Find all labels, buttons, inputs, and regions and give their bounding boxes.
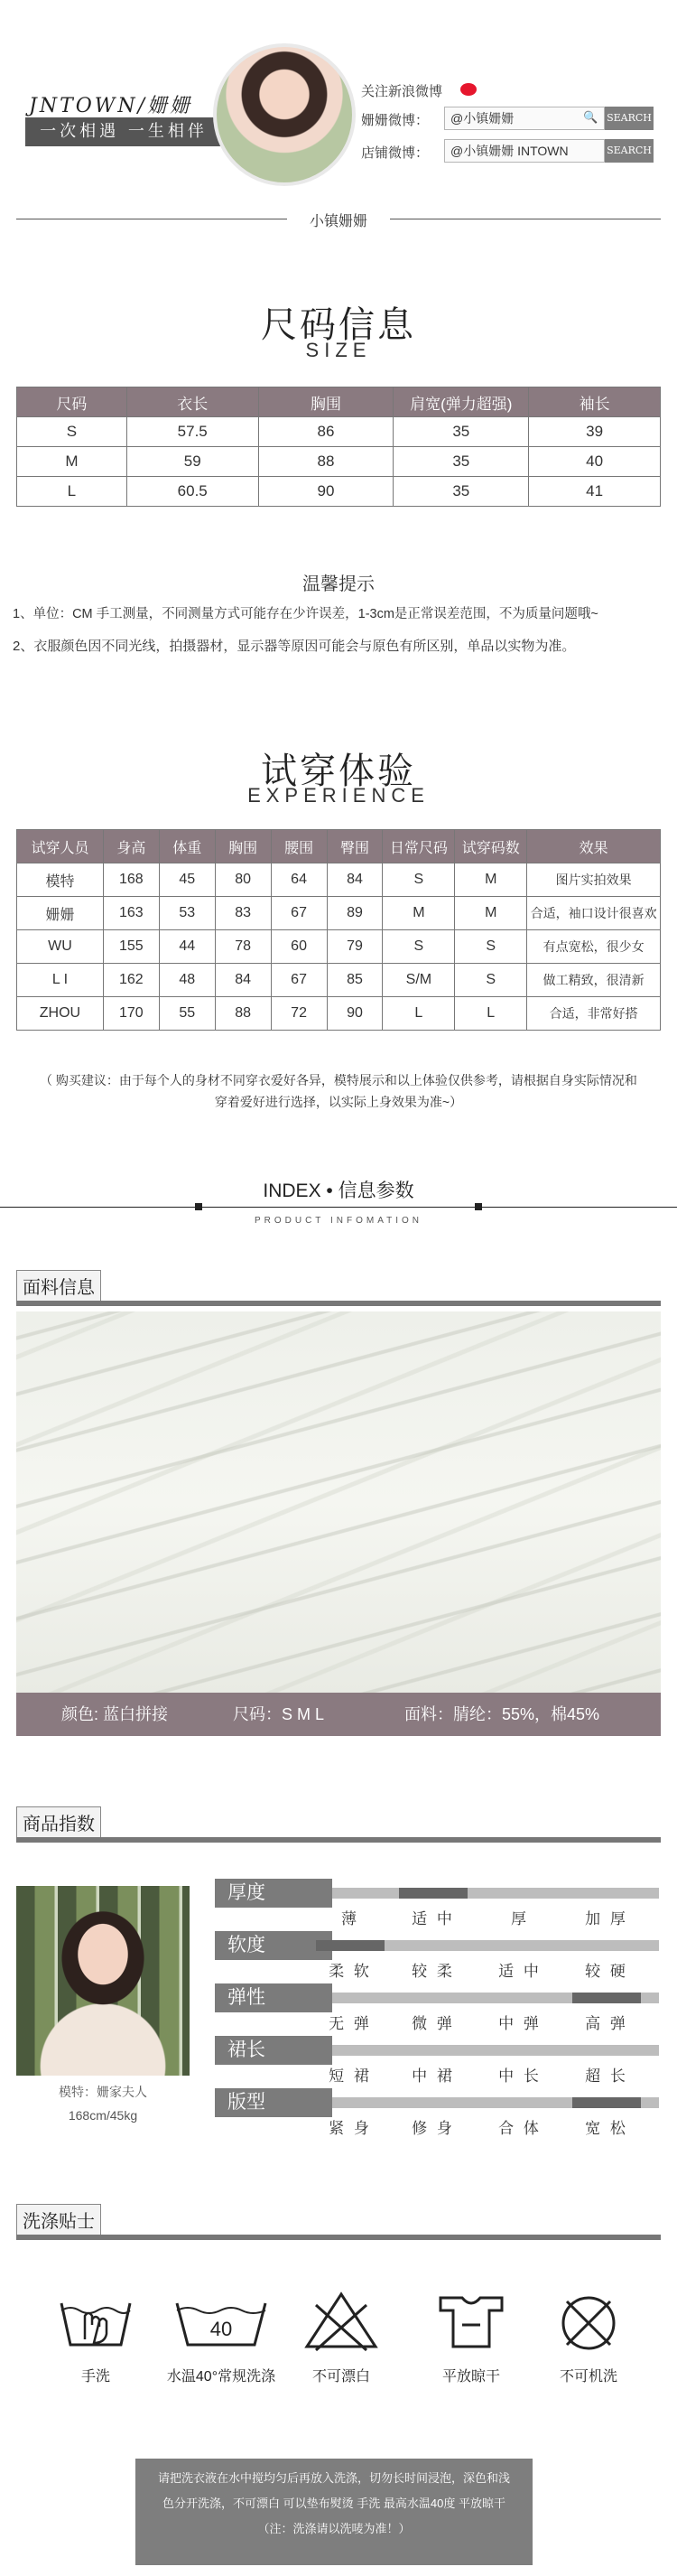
table-cell: 67 (271, 964, 327, 997)
table-cell: 163 (103, 897, 159, 930)
table-cell: 86 (258, 417, 394, 447)
exp-header-cell: 试穿人员 (17, 830, 104, 863)
experience-table (16, 829, 661, 1031)
table-cell: 39 (529, 417, 661, 447)
table-cell: 85 (327, 964, 383, 997)
attribute-option: 加 厚 (585, 1910, 628, 1927)
table-cell: 79 (327, 930, 383, 964)
table-cell: 35 (394, 477, 529, 507)
advice-line-1: （ 购买建议：由于每个人的身材不同穿衣爱好各异，模特展示和以上体验仅供参考，请根据自身实际情况和 (40, 1073, 637, 1087)
no-bleach-icon (303, 2289, 379, 2352)
table-cell: 60.5 (126, 477, 258, 507)
attribute-option: 高 弹 (585, 2015, 628, 2032)
table-cell: S (455, 964, 527, 997)
attribute-name: 裙长 (215, 2036, 332, 2065)
weibo-icon[interactable] (460, 83, 477, 96)
size-header-cell: 袖长 (529, 387, 661, 417)
care-item-no-bleach: 不可漂白 (311, 2369, 370, 2385)
exp-header-cell: 效果 (527, 830, 661, 863)
attribute-option: 修 身 (412, 2120, 455, 2137)
table-cell: 模特 (17, 863, 104, 897)
attribute-option: 薄 (341, 1910, 359, 1927)
size-header-cell: 肩宽(弹力超强) (394, 387, 529, 417)
table-cell: M (455, 863, 527, 897)
advice-line-2: 穿着爱好进行选择，以实际上身效果为准~） (214, 1095, 463, 1109)
shop-search-input[interactable]: @小镇姗姗 INTOWN (444, 139, 605, 163)
table-cell: 57.5 (126, 417, 258, 447)
care-item-dry-flat: 平放晾干 (441, 2369, 500, 2385)
index-subtitle: PRODUCT INFOMATION (254, 1216, 423, 1226)
dry-flat-icon (433, 2289, 509, 2352)
attribute-option: 微 弹 (412, 2015, 455, 2032)
attribute-selected-marker (572, 1993, 641, 2003)
table-cell: 55 (159, 997, 215, 1031)
table-cell: 88 (258, 447, 394, 477)
fabric-color: 颜色: 蓝白拼接 (61, 1705, 169, 1723)
table-row (17, 964, 661, 997)
attribute-option: 紧 身 (329, 2120, 372, 2137)
experience-table-header (17, 830, 661, 863)
table-cell: WU (17, 930, 104, 964)
table-cell: 做工精致，很清新 (527, 964, 661, 997)
exp-header-cell: 体重 (159, 830, 215, 863)
exp-header-cell: 身高 (103, 830, 159, 863)
no-machine-wash-icon (551, 2289, 626, 2352)
table-cell: 45 (159, 863, 215, 897)
attribute-name: 弹性 (215, 1983, 332, 2012)
size-header-cell: 衣长 (126, 387, 258, 417)
attribute-track (332, 2045, 659, 2056)
attribute-selected-marker (399, 1888, 468, 1899)
table-cell: L (383, 997, 455, 1031)
table-cell: M (17, 447, 127, 477)
product-index-label: 商品指数 (16, 1806, 101, 1838)
table-cell: 48 (159, 964, 215, 997)
fabric-material: 面料：腈纶：55%，棉45% (404, 1705, 600, 1723)
table-cell: 64 (271, 863, 327, 897)
table-cell: 80 (215, 863, 271, 897)
attribute-option: 较 硬 (585, 1963, 628, 1980)
table-cell: L (455, 997, 527, 1031)
table-cell: 合适，非常好搭 (527, 997, 661, 1031)
attribute-name: 厚度 (215, 1879, 332, 1908)
table-cell: 59 (126, 447, 258, 477)
avatar (213, 43, 356, 186)
divider-title: 小镇姗姗 (309, 214, 367, 229)
brand-slogan: 一次相遇 一生相伴 (25, 117, 222, 146)
product-index-rule (16, 1837, 661, 1843)
care-section-rule (16, 2235, 661, 2240)
table-cell: 78 (215, 930, 271, 964)
size-header-cell: 胸围 (258, 387, 394, 417)
table-cell: 姗姗 (17, 897, 104, 930)
search-icon: 🔍 (583, 110, 598, 124)
exp-header-cell: 腰围 (271, 830, 327, 863)
shop-search-button[interactable]: SEARCH (605, 139, 654, 163)
table-cell: 53 (159, 897, 215, 930)
weibo-search-button[interactable]: SEARCH (605, 107, 654, 130)
tips-title: 温馨提示 (302, 574, 375, 594)
size-header-cell: 尺码 (17, 387, 127, 417)
size-table-header (17, 387, 661, 417)
table-cell: 90 (327, 997, 383, 1031)
attribute-option: 适 中 (498, 1963, 542, 1980)
shop-weibo-label: 店铺微博： (361, 145, 430, 161)
attribute-option: 中 弹 (498, 2015, 542, 2032)
attribute-option: 适 中 (412, 1910, 455, 1927)
table-cell: 170 (103, 997, 159, 1031)
experience-subtitle: EXPERIENCE (247, 784, 430, 807)
weibo-label: 姗姗微博： (361, 113, 430, 128)
table-cell: 162 (103, 964, 159, 997)
attribute-selected-marker (572, 2097, 641, 2108)
table-cell: 60 (271, 930, 327, 964)
hand-wash-icon (58, 2289, 134, 2352)
table-row (17, 447, 661, 477)
table-cell: 35 (394, 447, 529, 477)
exp-header-cell: 日常尺码 (383, 830, 455, 863)
tip-line-1: 1、单位：CM 手工测量，不同测量方式可能存在少许误差，1-3cm是正常误差范围，不为质量问题哦~ (13, 607, 598, 621)
attribute-selected-marker (316, 1940, 385, 1951)
table-cell: M (383, 897, 455, 930)
model-size: 168cm/45kg (68, 2108, 138, 2123)
table-cell: 图片实拍效果 (527, 863, 661, 897)
exp-header-cell: 试穿码数 (455, 830, 527, 863)
attribute-option: 超 长 (585, 2067, 628, 2085)
care-label-title: 洗涤贴士 (16, 2204, 101, 2235)
table-row (17, 930, 661, 964)
brand-name: JNTOWN/姗姗 (29, 95, 193, 117)
tip-line-2: 2、衣服颜色因不同光线，拍摄器材，显示器等原因可能会与原色有所区别，单品以实物为准。 (13, 639, 576, 654)
model-name: 模特：姗家夫人 (59, 2085, 147, 2099)
attribute-option: 宽 松 (585, 2120, 628, 2137)
index-divider-mark-left (195, 1203, 202, 1210)
fabric-label: 面料信息 (16, 1270, 101, 1302)
table-cell: 有点宽松，很少女 (527, 930, 661, 964)
index-divider-mark-right (475, 1203, 482, 1210)
table-cell: 90 (258, 477, 394, 507)
care-item-no-machine-wash: 不可机洗 (559, 2369, 617, 2385)
table-row (17, 417, 661, 447)
table-row (17, 863, 661, 897)
wash-temp-text: 40 (209, 2318, 233, 2340)
table-cell: S (383, 930, 455, 964)
fabric-info-bar (16, 1693, 661, 1736)
attribute-name: 软度 (215, 1931, 332, 1960)
table-cell: 84 (327, 863, 383, 897)
table-row (17, 477, 661, 507)
table-cell: 35 (394, 417, 529, 447)
fabric-sizes: 尺码：S M L (233, 1705, 325, 1723)
index-divider (0, 1207, 677, 1208)
table-cell: S (17, 417, 127, 447)
attribute-option: 中 长 (498, 2067, 542, 2085)
size-title: 尺码信息 (261, 305, 416, 345)
attribute-option: 短 裙 (329, 2067, 372, 2085)
attribute-option: 合 体 (498, 2120, 542, 2137)
exp-header-cell: 胸围 (215, 830, 271, 863)
table-cell: 40 (529, 447, 661, 477)
attribute-option: 较 柔 (412, 1963, 455, 1980)
care-item-hand-wash: 手洗 (80, 2369, 110, 2385)
attribute-track (332, 1888, 659, 1899)
table-cell: S (383, 863, 455, 897)
size-table (16, 387, 661, 507)
table-cell: 83 (215, 897, 271, 930)
index-title: INDEX • 信息参数 (263, 1181, 414, 1201)
table-cell: 168 (103, 863, 159, 897)
care-item-wash-40: 水温40°常规洗涤 (166, 2369, 276, 2385)
fabric-photo (16, 1311, 661, 1693)
table-cell: ZHOU (17, 997, 104, 1031)
weibo-search-input[interactable]: @小镇姗姗 (444, 107, 605, 130)
table-cell: 合适，袖口设计很喜欢 (527, 897, 661, 930)
size-subtitle: SIZE (305, 339, 372, 361)
wash-40-icon (172, 2289, 271, 2352)
experience-title: 试穿体验 (261, 751, 416, 791)
exp-header-cell: 臀围 (327, 830, 383, 863)
table-cell: 67 (271, 897, 327, 930)
care-note: 请把洗衣液在水中搅均匀后再放入洗涤，切勿长时间浸泡，深色和浅色分开洗涤，不可漂白 可以垫布熨烫 手洗 最高水温40度 平放晾干（注：洗涤请以洗唛为准！） (135, 2459, 533, 2565)
attribute-option: 厚 (511, 1910, 529, 1927)
table-cell: 72 (271, 997, 327, 1031)
model-photo (16, 1886, 190, 2076)
table-cell: 89 (327, 897, 383, 930)
table-row (17, 997, 661, 1031)
table-cell: L I (17, 964, 104, 997)
table-cell: 44 (159, 930, 215, 964)
table-cell: S/M (383, 964, 455, 997)
attribute-option: 无 弹 (329, 2015, 372, 2032)
table-cell: 84 (215, 964, 271, 997)
table-cell: M (455, 897, 527, 930)
attribute-option: 柔 软 (329, 1963, 372, 1980)
attribute-option: 中 裙 (412, 2067, 455, 2085)
fabric-section-rule (16, 1301, 661, 1306)
table-cell: L (17, 477, 127, 507)
table-row (17, 897, 661, 930)
follow-weibo-label: 关注新浪微博 (361, 84, 443, 99)
table-cell: 88 (215, 997, 271, 1031)
table-cell: 155 (103, 930, 159, 964)
table-cell: S (455, 930, 527, 964)
attribute-name: 版型 (215, 2088, 332, 2117)
table-cell: 41 (529, 477, 661, 507)
